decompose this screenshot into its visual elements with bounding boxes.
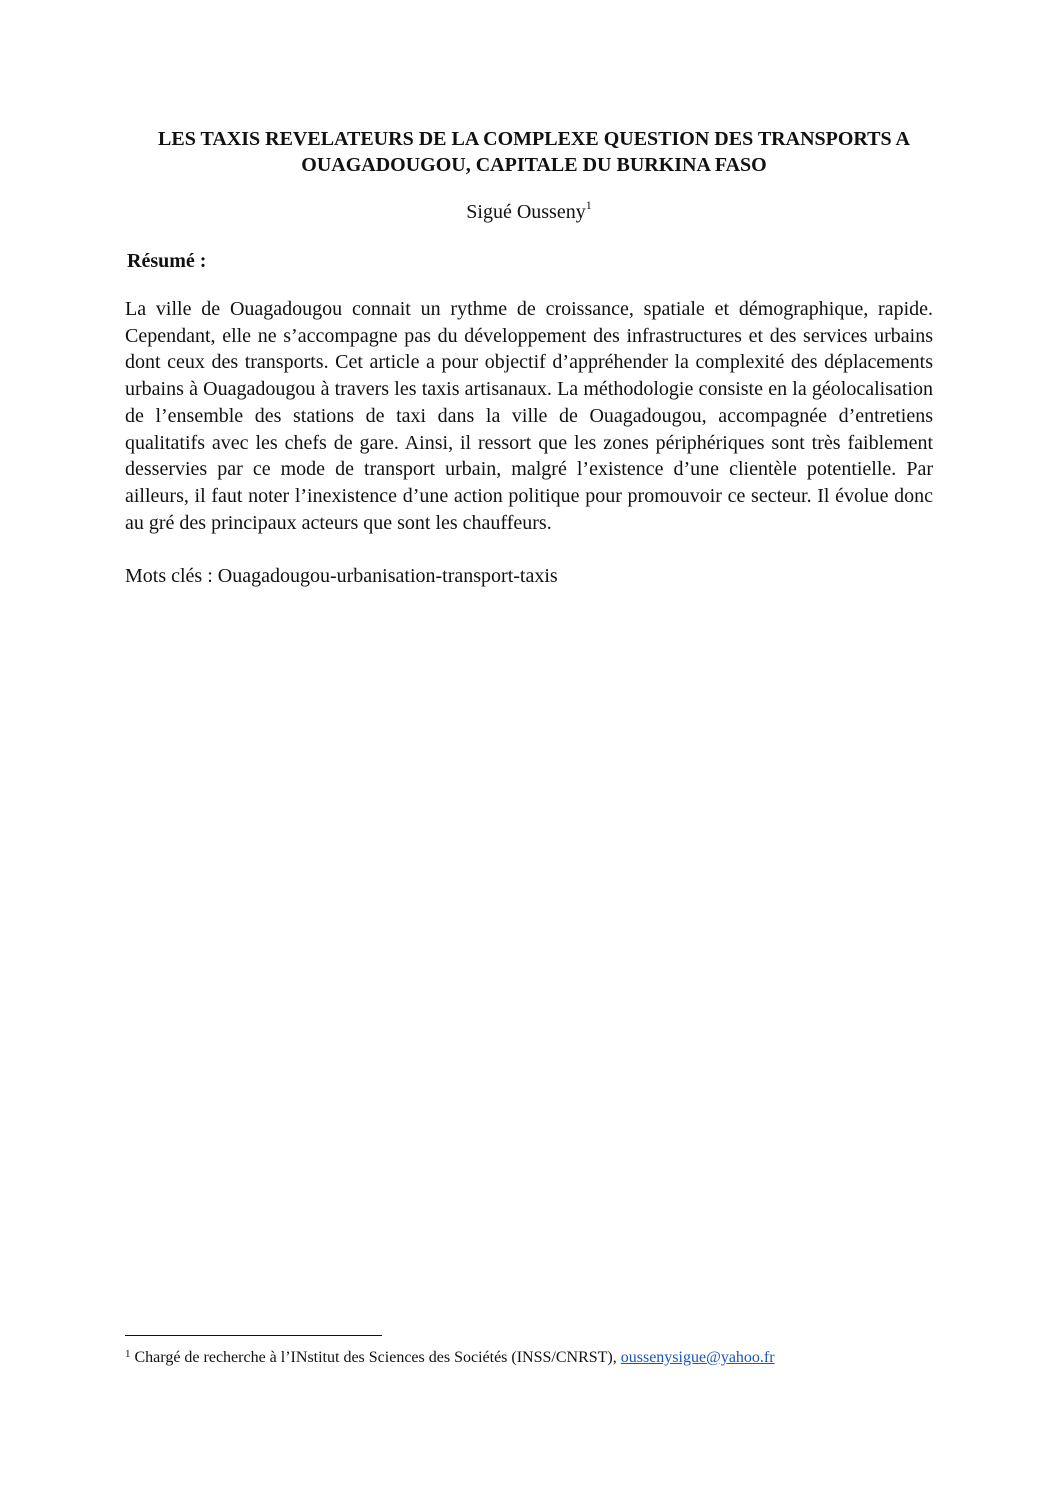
footnote [125,1348,775,1368]
abstract-text: La ville de Ouagadougou connait un rythme de croissance, spatiale et démographique, rapide. Cependant, elle ne s’accompagne pas du développement des infrastructures et des services urbains dont ceux des transports. Cet article a pour objectif d’appréhender la complexité des déplacements urbains à Ouagadougou à travers les taxis artisanaux. La méthodologie consiste en la géolocalisation de l’ensemble des stations de taxi dans la ville de Ouagadougou, accompagnée d’entretiens qualitatifs avec les chefs de gare. Ainsi, il ressort que les zones périphériques sont très faiblement desservies par ce mode de transport urbain, malgré l’existence d’une clientèle potentielle. Par ailleurs, il faut noter l’inexistence d’une action politique pour promouvoir ce secteur. Il évolue donc au gré des principaux acteurs que sont les chauffeurs. [125,298,933,534]
footnote-text: Chargé de recherche à l’INstitut des Sciences des Sociétés (INSS/CNRST), [130,1349,621,1366]
email-link[interactable]: oussenysigue@yahoo.fr [620,1349,775,1366]
footnote-marker: 1 [125,1348,131,1360]
author-name: Sigué Ousseny [466,201,586,223]
title-line-1: LES TAXIS REVELATEURS DE LA COMPLEXE QUESTION DES TRANSPORTS A [158,128,910,150]
article-title [100,126,968,178]
author-footnote-marker[interactable]: 1 [585,198,592,212]
abstract-heading: Résumé : [127,250,207,272]
footnote-divider [125,1335,382,1336]
title-line-2: OUAGADOUGOU, CAPITALE DU BURKINA FASO [301,154,767,176]
keywords: Mots clés : Ouagadougou-urbanisation-transport-taxis [125,565,558,587]
author-line [0,199,1058,225]
